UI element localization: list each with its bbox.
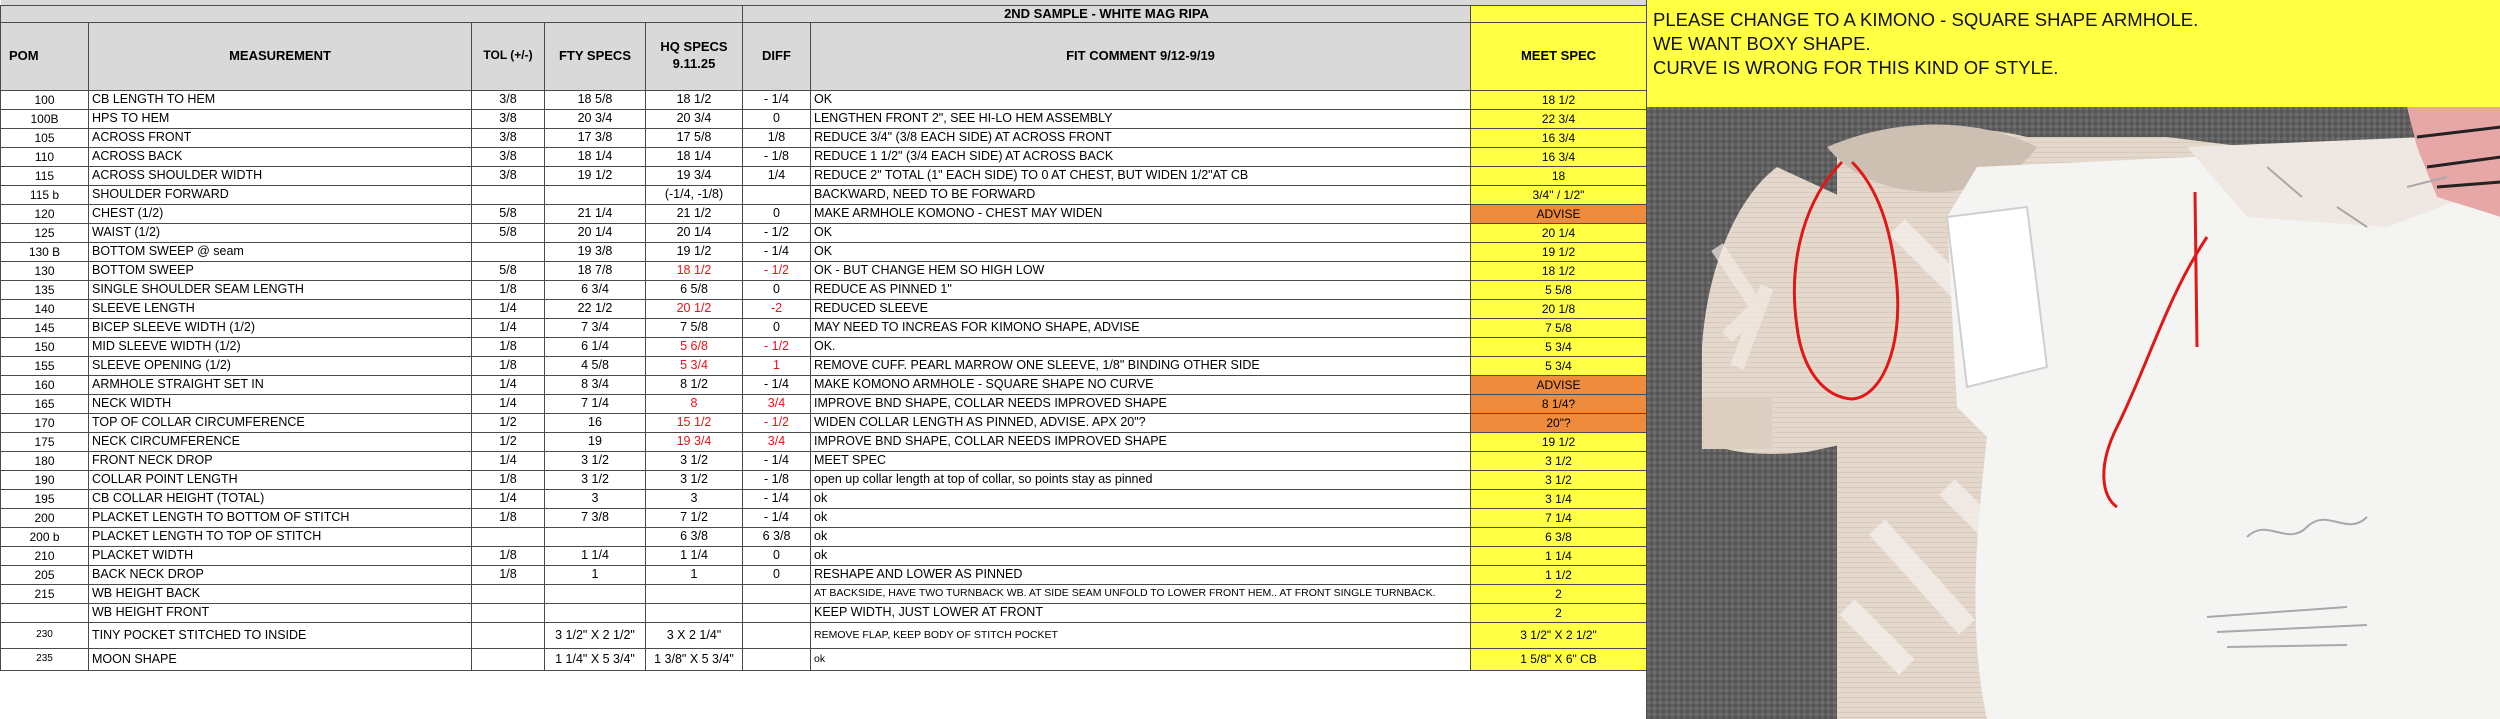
fit-comment-cell[interactable]: LENGTHEN FRONT 2", SEE HI-LO HEM ASSEMBLY xyxy=(811,109,1471,128)
diff-cell[interactable]: 0 xyxy=(743,565,811,584)
measurement-cell[interactable]: SHOULDER FORWARD xyxy=(89,185,472,204)
pom-cell[interactable]: 150 xyxy=(1,337,89,356)
measurement-cell[interactable]: BACK NECK DROP xyxy=(89,565,472,584)
table-row xyxy=(1,356,1647,375)
table-row xyxy=(1,648,1647,670)
tol-cell[interactable] xyxy=(472,527,545,546)
pom-cell[interactable]: 190 xyxy=(1,470,89,489)
meet-spec-cell[interactable]: 18 1/2 xyxy=(1471,90,1647,109)
diff-cell[interactable]: 0 xyxy=(743,280,811,299)
hq-spec-cell[interactable]: 3 1/2 xyxy=(646,470,743,489)
fit-comment-cell[interactable]: REMOVE CUFF. PEARL MARROW ONE SLEEVE, 1/8" BINDING OTHER SIDE xyxy=(811,356,1471,375)
fit-comment-cell[interactable]: REDUCE 1 1/2" (3/4 EACH SIDE) AT ACROSS BACK xyxy=(811,147,1471,166)
diff-cell[interactable]: 0 xyxy=(743,546,811,565)
diff-cell[interactable]: - 1/4 xyxy=(743,90,811,109)
diff-cell[interactable]: 1/8 xyxy=(743,128,811,147)
meet-spec-cell[interactable]: 2 xyxy=(1471,584,1647,603)
pom-cell[interactable]: 100B xyxy=(1,109,89,128)
table-row xyxy=(1,489,1647,508)
meet-spec-cell[interactable]: 3 1/2" X 2 1/2" xyxy=(1471,622,1647,648)
tol-cell[interactable]: 1/8 xyxy=(472,337,545,356)
fty-spec-cell[interactable]: 3 xyxy=(545,489,646,508)
tol-cell[interactable]: 1/4 xyxy=(472,451,545,470)
fty-spec-cell[interactable] xyxy=(545,527,646,546)
hq-spec-cell[interactable]: (-1/4, -1/8) xyxy=(646,185,743,204)
pom-cell[interactable]: 170 xyxy=(1,413,89,432)
fty-spec-cell[interactable]: 3 1/2 xyxy=(545,470,646,489)
meet-spec-cell[interactable]: 2 xyxy=(1471,603,1647,622)
fit-comment-cell[interactable]: MAKE KOMONO ARMHOLE - SQUARE SHAPE NO CURVE xyxy=(811,375,1471,394)
diff-cell[interactable] xyxy=(743,584,811,603)
tol-cell[interactable]: 3/8 xyxy=(472,166,545,185)
pom-cell[interactable]: 160 xyxy=(1,375,89,394)
spec-body xyxy=(1,90,1647,670)
table-row xyxy=(1,451,1647,470)
tol-cell[interactable]: 3/8 xyxy=(472,109,545,128)
fit-comment-cell[interactable]: OK xyxy=(811,90,1471,109)
fit-comment-cell[interactable]: REDUCE 3/4" (3/8 EACH SIDE) AT ACROSS FRONT xyxy=(811,128,1471,147)
fit-comment-cell[interactable]: MAY NEED TO INCREAS FOR KIMONO SHAPE, ADVISE xyxy=(811,318,1471,337)
tol-cell[interactable]: 1/4 xyxy=(472,299,545,318)
measurement-cell[interactable]: SINGLE SHOULDER SEAM LENGTH xyxy=(89,280,472,299)
fty-spec-cell[interactable]: 19 1/2 xyxy=(545,166,646,185)
header-measurement[interactable]: MEASUREMENT xyxy=(89,22,472,90)
diff-cell[interactable]: - 1/4 xyxy=(743,375,811,394)
tol-cell[interactable]: 3/8 xyxy=(472,147,545,166)
fty-spec-cell[interactable]: 1 1/4" X 5 3/4" xyxy=(545,648,646,670)
fty-spec-cell[interactable]: 3 1/2" X 2 1/2" xyxy=(545,622,646,648)
fit-comment-cell[interactable]: ok xyxy=(811,648,1471,670)
tol-cell[interactable] xyxy=(472,242,545,261)
diff-cell[interactable] xyxy=(743,648,811,670)
meet-spec-cell[interactable]: 1 5/8" X 6" CB xyxy=(1471,648,1647,670)
tol-cell[interactable]: 1/2 xyxy=(472,432,545,451)
table-row xyxy=(1,128,1647,147)
tol-cell[interactable]: 1/4 xyxy=(472,394,545,413)
table-row xyxy=(1,185,1647,204)
measurement-cell[interactable]: PLACKET LENGTH TO BOTTOM OF STITCH xyxy=(89,508,472,527)
fty-spec-cell[interactable]: 17 3/8 xyxy=(545,128,646,147)
tol-cell[interactable] xyxy=(472,622,545,648)
table-row xyxy=(1,318,1647,337)
hq-spec-cell[interactable]: 20 3/4 xyxy=(646,109,743,128)
pom-cell[interactable]: 145 xyxy=(1,318,89,337)
meet-spec-cell[interactable]: 16 3/4 xyxy=(1471,147,1647,166)
measurement-cell[interactable]: COLLAR POINT LENGTH xyxy=(89,470,472,489)
measurement-cell[interactable]: NECK WIDTH xyxy=(89,394,472,413)
hq-spec-cell[interactable]: 15 1/2 xyxy=(646,413,743,432)
measurement-cell[interactable]: CB LENGTH TO HEM xyxy=(89,90,472,109)
measurement-cell[interactable]: ARMHOLE STRAIGHT SET IN xyxy=(89,375,472,394)
fty-spec-cell[interactable]: 3 1/2 xyxy=(545,451,646,470)
diff-cell[interactable]: - 1/4 xyxy=(743,508,811,527)
hq-spec-cell[interactable]: 21 1/2 xyxy=(646,204,743,223)
header-row xyxy=(1,22,1647,90)
table-row xyxy=(1,261,1647,280)
hq-spec-cell[interactable]: 6 5/8 xyxy=(646,280,743,299)
fit-comment-cell[interactable]: MAKE ARMHOLE KOMONO - CHEST MAY WIDEN xyxy=(811,204,1471,223)
fit-comment-cell[interactable]: IMPROVE BND SHAPE, COLLAR NEEDS IMPROVED SHAPE xyxy=(811,432,1471,451)
measurement-cell[interactable]: CHEST (1/2) xyxy=(89,204,472,223)
pom-cell[interactable]: 105 xyxy=(1,128,89,147)
diff-cell[interactable]: - 1/2 xyxy=(743,337,811,356)
garment-fit-photo xyxy=(1646,107,2500,719)
table-row xyxy=(1,527,1647,546)
tol-cell[interactable]: 1/4 xyxy=(472,375,545,394)
table-row xyxy=(1,565,1647,584)
meet-spec-cell[interactable]: 22 3/4 xyxy=(1471,109,1647,128)
table-row xyxy=(1,622,1647,648)
tol-cell[interactable]: 1/8 xyxy=(472,356,545,375)
hq-spec-cell[interactable]: 3 X 2 1/4" xyxy=(646,622,743,648)
hq-spec-cell[interactable] xyxy=(646,584,743,603)
hq-spec-cell[interactable]: 8 xyxy=(646,394,743,413)
fit-comment-cell[interactable]: ok xyxy=(811,489,1471,508)
table-row xyxy=(1,109,1647,128)
measurement-cell[interactable]: FRONT NECK DROP xyxy=(89,451,472,470)
hq-spec-cell[interactable]: 3 xyxy=(646,489,743,508)
pom-cell[interactable]: 155 xyxy=(1,356,89,375)
hq-spec-cell[interactable]: 6 3/8 xyxy=(646,527,743,546)
fty-spec-cell[interactable]: 8 3/4 xyxy=(545,375,646,394)
meet-spec-cell[interactable]: 18 xyxy=(1471,166,1647,185)
table-row xyxy=(1,90,1647,109)
fty-spec-cell[interactable]: 22 1/2 xyxy=(545,299,646,318)
measurement-cell[interactable]: SLEEVE OPENING (1/2) xyxy=(89,356,472,375)
fty-spec-cell[interactable]: 6 3/4 xyxy=(545,280,646,299)
meet-spec-cell[interactable]: 3/4" / 1/2" xyxy=(1471,185,1647,204)
diff-cell[interactable]: 3/4 xyxy=(743,432,811,451)
fty-spec-cell[interactable]: 1 xyxy=(545,565,646,584)
measurement-cell[interactable]: TINY POCKET STITCHED TO INSIDE xyxy=(89,622,472,648)
hq-spec-cell[interactable]: 3 1/2 xyxy=(646,451,743,470)
diff-cell[interactable]: - 1/4 xyxy=(743,242,811,261)
diff-cell[interactable]: 0 xyxy=(743,318,811,337)
title-row xyxy=(1,5,1647,22)
tol-cell[interactable]: 3/8 xyxy=(472,128,545,147)
meet-spec-cell[interactable]: 3 1/4 xyxy=(1471,489,1647,508)
table-row xyxy=(1,204,1647,223)
header-fit-comment[interactable]: FIT COMMENT 9/12-9/19 xyxy=(811,22,1471,90)
pom-cell[interactable]: 135 xyxy=(1,280,89,299)
table-row xyxy=(1,166,1647,185)
header-hq-specs[interactable]: HQ SPECS 9.11.25 xyxy=(646,22,743,90)
tol-cell[interactable]: 5/8 xyxy=(472,204,545,223)
fit-note-line: PLEASE CHANGE TO A KIMONO - SQUARE SHAPE ARMHOLE. xyxy=(1653,9,2199,30)
hq-spec-cell[interactable]: 18 1/2 xyxy=(646,261,743,280)
hq-spec-cell[interactable]: 17 5/8 xyxy=(646,128,743,147)
diff-cell[interactable]: - 1/2 xyxy=(743,261,811,280)
diff-cell[interactable] xyxy=(743,185,811,204)
fit-comment-cell[interactable]: WIDEN COLLAR LENGTH AS PINNED, ADVISE. APX 20"? xyxy=(811,413,1471,432)
measurement-cell[interactable]: WB HEIGHT FRONT xyxy=(89,603,472,622)
pom-cell[interactable]: 120 xyxy=(1,204,89,223)
tol-cell[interactable] xyxy=(472,603,545,622)
fit-comment-cell[interactable]: RESHAPE AND LOWER AS PINNED xyxy=(811,565,1471,584)
fit-note-line: CURVE IS WRONG FOR THIS KIND OF STYLE. xyxy=(1653,57,2059,78)
tol-cell[interactable] xyxy=(472,185,545,204)
table-row xyxy=(1,413,1647,432)
pom-cell[interactable]: 125 xyxy=(1,223,89,242)
pom-cell[interactable]: 200 b xyxy=(1,527,89,546)
meet-spec-cell[interactable]: 7 5/8 xyxy=(1471,318,1647,337)
measurement-cell[interactable]: SLEEVE LENGTH xyxy=(89,299,472,318)
fty-spec-cell[interactable]: 7 1/4 xyxy=(545,394,646,413)
table-row xyxy=(1,546,1647,565)
table-row xyxy=(1,394,1647,413)
pom-cell[interactable]: 140 xyxy=(1,299,89,318)
meet-spec-cell[interactable]: 8 1/4? xyxy=(1471,394,1647,413)
hq-spec-cell[interactable]: 5 6/8 xyxy=(646,337,743,356)
tol-cell[interactable] xyxy=(472,648,545,670)
diff-cell[interactable]: - 1/8 xyxy=(743,470,811,489)
fty-spec-cell[interactable] xyxy=(545,603,646,622)
fty-spec-cell[interactable]: 4 5/8 xyxy=(545,356,646,375)
meet-spec-cell[interactable]: 20 1/8 xyxy=(1471,299,1647,318)
meet-spec-cell[interactable]: 6 3/8 xyxy=(1471,527,1647,546)
diff-cell[interactable]: - 1/8 xyxy=(743,147,811,166)
pom-cell[interactable]: 215 xyxy=(1,584,89,603)
header-tol[interactable]: TOL (+/-) xyxy=(472,22,545,90)
measurement-cell[interactable]: WB HEIGHT BACK xyxy=(89,584,472,603)
hq-spec-cell[interactable]: 20 1/4 xyxy=(646,223,743,242)
fit-comment-cell[interactable]: ok xyxy=(811,527,1471,546)
pom-cell[interactable]: 210 xyxy=(1,546,89,565)
fty-spec-cell[interactable] xyxy=(545,185,646,204)
table-row xyxy=(1,603,1647,622)
meet-spec-cell[interactable]: 20 1/4 xyxy=(1471,223,1647,242)
fit-note-panel xyxy=(1646,0,2500,107)
table-row xyxy=(1,375,1647,394)
meet-spec-cell[interactable]: 5 5/8 xyxy=(1471,280,1647,299)
meet-spec-cell[interactable]: 19 1/2 xyxy=(1471,242,1647,261)
hq-spec-cell[interactable]: 8 1/2 xyxy=(646,375,743,394)
fty-spec-cell[interactable]: 18 7/8 xyxy=(545,261,646,280)
pom-cell[interactable]: 115 xyxy=(1,166,89,185)
pom-cell[interactable]: 205 xyxy=(1,565,89,584)
meet-spec-cell[interactable]: 1 1/4 xyxy=(1471,546,1647,565)
table-row xyxy=(1,432,1647,451)
diff-cell[interactable]: 3/4 xyxy=(743,394,811,413)
measurement-cell[interactable]: NECK CIRCUMFERENCE xyxy=(89,432,472,451)
tol-cell[interactable]: 3/8 xyxy=(472,90,545,109)
table-row xyxy=(1,299,1647,318)
fty-spec-cell[interactable] xyxy=(545,584,646,603)
diff-cell[interactable] xyxy=(743,603,811,622)
tol-cell[interactable]: 1/2 xyxy=(472,413,545,432)
pom-cell[interactable]: 235 xyxy=(1,648,89,670)
header-meet-spec[interactable]: MEET SPEC xyxy=(1471,22,1647,90)
tol-cell[interactable] xyxy=(472,584,545,603)
table-row xyxy=(1,280,1647,299)
tol-cell[interactable]: 1/4 xyxy=(472,489,545,508)
measurement-cell[interactable]: HPS TO HEM xyxy=(89,109,472,128)
header-pom[interactable]: POM xyxy=(1,22,89,90)
measurement-cell[interactable]: PLACKET WIDTH xyxy=(89,546,472,565)
table-row xyxy=(1,337,1647,356)
pom-cell[interactable]: 100 xyxy=(1,90,89,109)
diff-cell[interactable]: 6 3/8 xyxy=(743,527,811,546)
hq-spec-cell[interactable]: 1 3/8" X 5 3/4" xyxy=(646,648,743,670)
pom-cell[interactable]: 175 xyxy=(1,432,89,451)
fit-comment-cell[interactable]: KEEP WIDTH, JUST LOWER AT FRONT xyxy=(811,603,1471,622)
fty-spec-cell[interactable]: 6 1/4 xyxy=(545,337,646,356)
pom-cell[interactable]: 230 xyxy=(1,622,89,648)
pom-cell[interactable]: 110 xyxy=(1,147,89,166)
diff-cell[interactable]: - 1/2 xyxy=(743,413,811,432)
hq-spec-cell[interactable]: 7 1/2 xyxy=(646,508,743,527)
tol-cell[interactable]: 1/8 xyxy=(472,280,545,299)
tol-cell[interactable]: 1/8 xyxy=(472,565,545,584)
meet-spec-cell[interactable]: 3 1/2 xyxy=(1471,451,1647,470)
meet-spec-cell[interactable]: 5 3/4 xyxy=(1471,356,1647,375)
fit-comment-cell[interactable]: OK xyxy=(811,242,1471,261)
pom-cell[interactable]: 200 xyxy=(1,508,89,527)
fty-spec-cell[interactable]: 19 3/8 xyxy=(545,242,646,261)
diff-cell[interactable]: 0 xyxy=(743,204,811,223)
fty-spec-cell[interactable]: 20 1/4 xyxy=(545,223,646,242)
fty-spec-cell[interactable]: 18 1/4 xyxy=(545,147,646,166)
diff-cell[interactable]: -2 xyxy=(743,299,811,318)
measurement-cell[interactable]: BOTTOM SWEEP @ seam xyxy=(89,242,472,261)
fit-comment-cell[interactable]: REMOVE FLAP, KEEP BODY OF STITCH POCKET xyxy=(811,622,1471,648)
fit-comment-cell[interactable]: OK. xyxy=(811,337,1471,356)
pom-cell[interactable]: 195 xyxy=(1,489,89,508)
measurement-cell[interactable]: ACROSS BACK xyxy=(89,147,472,166)
fty-spec-cell[interactable]: 20 3/4 xyxy=(545,109,646,128)
diff-cell[interactable] xyxy=(743,622,811,648)
hq-spec-cell[interactable]: 19 1/2 xyxy=(646,242,743,261)
fty-spec-cell[interactable]: 18 5/8 xyxy=(545,90,646,109)
meet-spec-cell[interactable]: 5 3/4 xyxy=(1471,337,1647,356)
pom-cell[interactable] xyxy=(1,603,89,622)
hq-spec-cell[interactable]: 1 xyxy=(646,565,743,584)
pom-cell[interactable]: 180 xyxy=(1,451,89,470)
hq-spec-cell[interactable]: 20 1/2 xyxy=(646,299,743,318)
fty-spec-cell[interactable]: 7 3/8 xyxy=(545,508,646,527)
pom-cell[interactable]: 165 xyxy=(1,394,89,413)
hq-spec-cell[interactable]: 19 3/4 xyxy=(646,166,743,185)
fit-comment-cell[interactable]: REDUCE 2" TOTAL (1" EACH SIDE) TO 0 AT CHEST, BUT WIDEN 1/2"AT CB xyxy=(811,166,1471,185)
fty-spec-cell[interactable]: 19 xyxy=(545,432,646,451)
meet-spec-cell[interactable]: 16 3/4 xyxy=(1471,128,1647,147)
diff-cell[interactable]: 1 xyxy=(743,356,811,375)
tol-cell[interactable]: 1/4 xyxy=(472,318,545,337)
fit-comment-cell[interactable]: OK - BUT CHANGE HEM SO HIGH LOW xyxy=(811,261,1471,280)
fit-note-line: WE WANT BOXY SHAPE. xyxy=(1653,33,1871,54)
meet-spec-cell[interactable]: 20"? xyxy=(1471,413,1647,432)
tol-cell[interactable]: 1/8 xyxy=(472,546,545,565)
fit-comment-cell[interactable]: MEET SPEC xyxy=(811,451,1471,470)
fit-comment-cell[interactable]: ok xyxy=(811,546,1471,565)
diff-cell[interactable]: - 1/2 xyxy=(743,223,811,242)
fty-spec-cell[interactable]: 16 xyxy=(545,413,646,432)
tol-cell[interactable]: 5/8 xyxy=(472,261,545,280)
hq-spec-cell[interactable]: 5 3/4 xyxy=(646,356,743,375)
fit-comment-cell[interactable]: BACKWARD, NEED TO BE FORWARD xyxy=(811,185,1471,204)
table-row xyxy=(1,147,1647,166)
measurement-cell[interactable]: ACROSS SHOULDER WIDTH xyxy=(89,166,472,185)
meet-spec-cell[interactable]: 18 1/2 xyxy=(1471,261,1647,280)
table-row xyxy=(1,242,1647,261)
pom-cell[interactable]: 115 b xyxy=(1,185,89,204)
measurement-cell[interactable]: ACROSS FRONT xyxy=(89,128,472,147)
measurement-cell[interactable]: WAIST (1/2) xyxy=(89,223,472,242)
hq-spec-cell[interactable] xyxy=(646,603,743,622)
table-row xyxy=(1,470,1647,489)
tol-cell[interactable]: 5/8 xyxy=(472,223,545,242)
header-diff[interactable]: DIFF xyxy=(743,22,811,90)
table-row xyxy=(1,508,1647,527)
measurement-cell[interactable]: PLACKET LENGTH TO TOP OF STITCH xyxy=(89,527,472,546)
diff-cell[interactable]: - 1/4 xyxy=(743,489,811,508)
tol-cell[interactable]: 1/8 xyxy=(472,470,545,489)
sweater-photo-illustration xyxy=(1647,107,2500,719)
measurement-cell[interactable]: CB COLLAR HEIGHT (TOTAL) xyxy=(89,489,472,508)
measurement-cell[interactable]: BICEP SLEEVE WIDTH (1/2) xyxy=(89,318,472,337)
measurement-cell[interactable]: BOTTOM SWEEP xyxy=(89,261,472,280)
meet-spec-cell[interactable]: 7 1/4 xyxy=(1471,508,1647,527)
fit-comment-cell[interactable]: REDUCE AS PINNED 1" xyxy=(811,280,1471,299)
meet-spec-cell[interactable]: 3 1/2 xyxy=(1471,470,1647,489)
fty-spec-cell[interactable]: 1 1/4 xyxy=(545,546,646,565)
section-title: 2ND SAMPLE - WHITE MAG RIPA xyxy=(743,5,1471,22)
pom-cell[interactable]: 130 B xyxy=(1,242,89,261)
fty-spec-cell[interactable]: 21 1/4 xyxy=(545,204,646,223)
header-fty-specs[interactable]: FTY SPECS xyxy=(545,22,646,90)
meet-spec-cell[interactable]: ADVISE xyxy=(1471,204,1647,223)
table-row xyxy=(1,223,1647,242)
meet-spec-cell[interactable]: ADVISE xyxy=(1471,375,1647,394)
pom-cell[interactable]: 130 xyxy=(1,261,89,280)
hq-spec-cell[interactable]: 7 5/8 xyxy=(646,318,743,337)
fit-comment-cell[interactable]: OK xyxy=(811,223,1471,242)
hq-spec-cell[interactable]: 18 1/4 xyxy=(646,147,743,166)
meet-spec-cell[interactable]: 1 1/2 xyxy=(1471,565,1647,584)
hq-spec-cell[interactable]: 1 1/4 xyxy=(646,546,743,565)
diff-cell[interactable]: - 1/4 xyxy=(743,451,811,470)
table-row xyxy=(1,584,1647,603)
measurement-cell[interactable]: MID SLEEVE WIDTH (1/2) xyxy=(89,337,472,356)
fit-comment-cell[interactable]: ok xyxy=(811,508,1471,527)
tol-cell[interactable]: 1/8 xyxy=(472,508,545,527)
diff-cell[interactable]: 0 xyxy=(743,109,811,128)
fty-spec-cell[interactable]: 7 3/4 xyxy=(545,318,646,337)
fit-comment-cell[interactable]: REDUCED SLEEVE xyxy=(811,299,1471,318)
measurement-cell[interactable]: MOON SHAPE xyxy=(89,648,472,670)
fit-comment-cell[interactable]: IMPROVE BND SHAPE, COLLAR NEEDS IMPROVED SHAPE xyxy=(811,394,1471,413)
measurement-cell[interactable]: TOP OF COLLAR CIRCUMFERENCE xyxy=(89,413,472,432)
meet-spec-cell[interactable]: 19 1/2 xyxy=(1471,432,1647,451)
fit-comment-cell[interactable]: AT BACKSIDE, HAVE TWO TURNBACK WB. AT SIDE SEAM UNFOLD TO LOWER FRONT HEM.. AT FRONT SINGLE TURNBACK. xyxy=(811,584,1471,603)
hq-spec-cell[interactable]: 18 1/2 xyxy=(646,90,743,109)
fit-comment-cell[interactable]: open up collar length at top of collar, so points stay as pinned xyxy=(811,470,1471,489)
diff-cell[interactable]: 1/4 xyxy=(743,166,811,185)
hq-spec-cell[interactable]: 19 3/4 xyxy=(646,432,743,451)
